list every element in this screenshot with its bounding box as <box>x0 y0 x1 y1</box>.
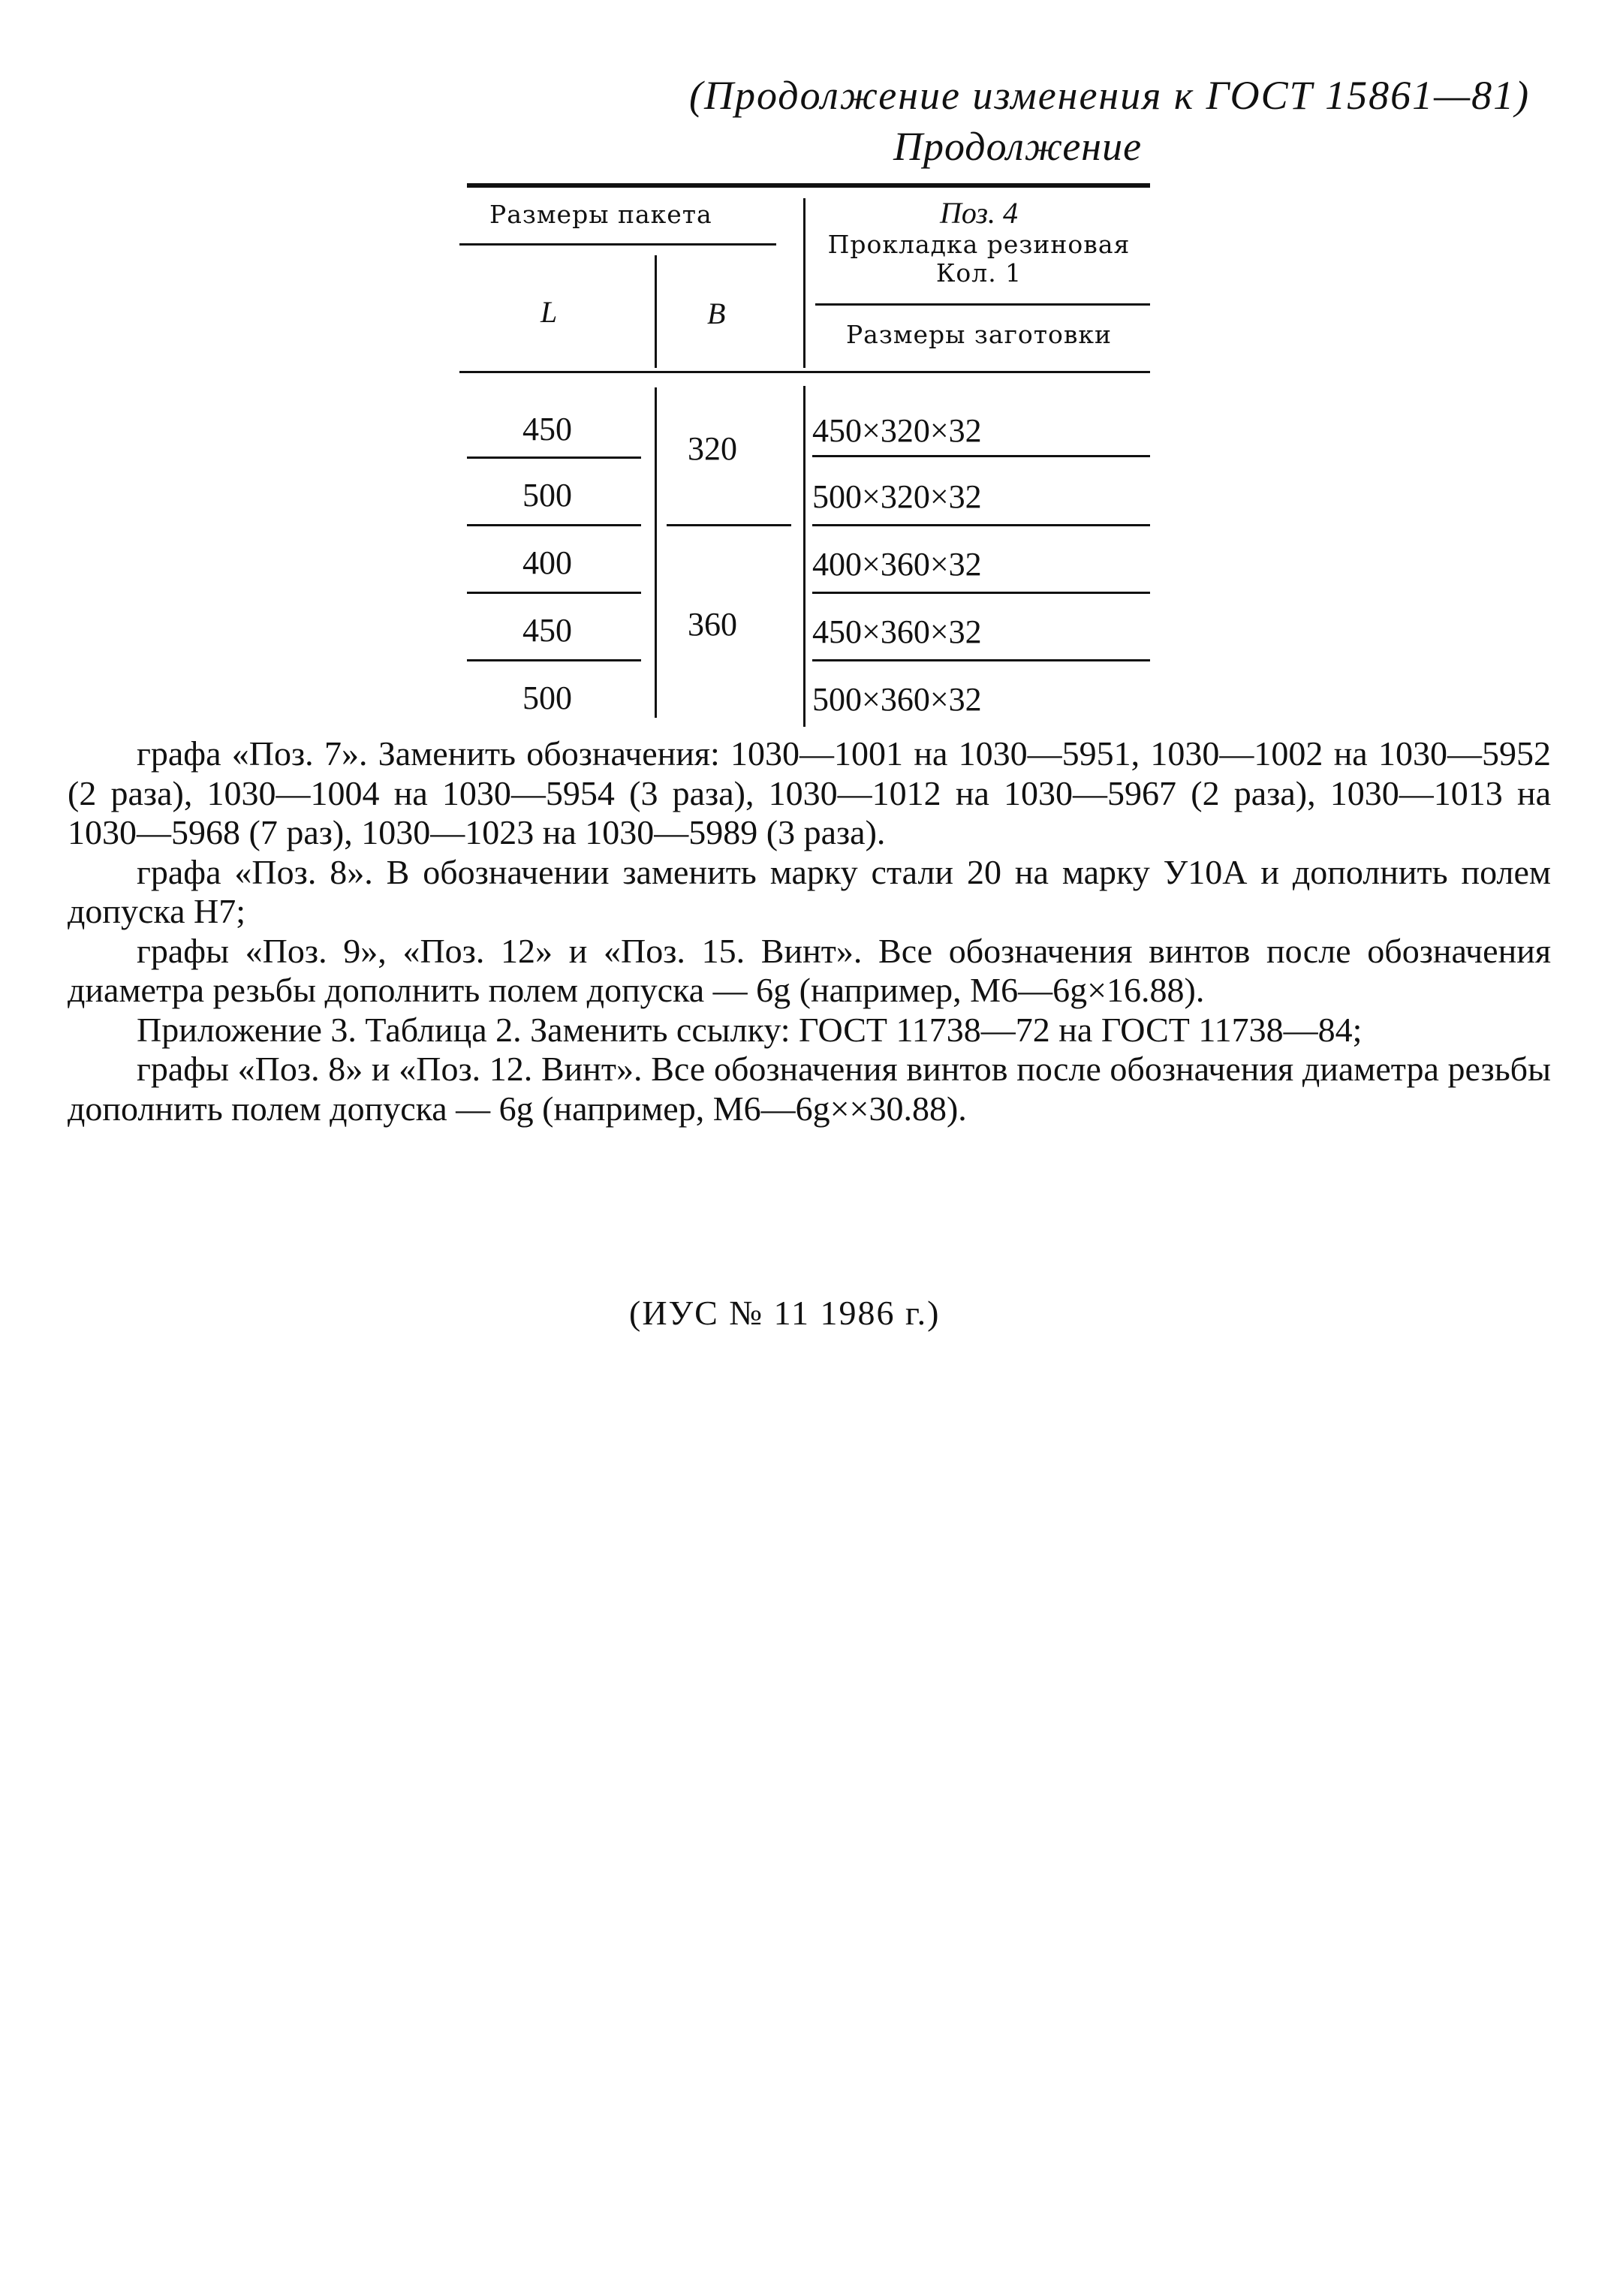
cell-L-row-1: 450 <box>522 411 572 447</box>
pos-4-underline <box>815 303 1150 306</box>
column-header-B: B <box>707 297 726 330</box>
paragraph-appendix-3: Приложение 3. Таблица 2. Заменить ссылку: ГОСТ 11738—72 на ГОСТ 11738—84; <box>137 1010 1363 1049</box>
blank-sizes-header: Размеры заготовки <box>845 320 1113 349</box>
cell-size-row-2: 500×320×32 <box>812 478 982 515</box>
cell-L-row-2: 500 <box>522 477 572 514</box>
cell-B-group-360: 360 <box>688 606 737 643</box>
pos-4-title: Поз. 4 <box>940 196 1018 230</box>
B-group-rule <box>667 524 791 526</box>
body-divider-L-B <box>655 387 657 718</box>
paragraph-pos-8: графа «Поз. 8». В обозначении заменить марку стали 20 на марку У10А и дополнить полем допуска Н7; <box>68 852 1551 930</box>
cell-B-group-320: 320 <box>688 430 737 467</box>
row-1-L-rule <box>467 456 641 459</box>
body-divider-pos <box>803 386 805 727</box>
table-top-rule <box>467 183 1150 188</box>
cell-L-row-3: 400 <box>522 544 572 581</box>
amendment-text <box>68 734 1551 1128</box>
row-2-L-rule <box>467 524 641 526</box>
row-1-size-rule <box>812 455 1150 457</box>
header-bottom-rule <box>459 371 1150 373</box>
cell-size-row-1: 450×320×32 <box>812 412 982 449</box>
cell-size-row-5: 500×360×32 <box>812 681 982 718</box>
cell-size-row-3: 400×360×32 <box>812 546 982 583</box>
paragraph-pos-7: графа «Поз. 7». Заменить обозначения: 1030—1001 на 1030—5951, 1030—1002 на 1030—5952 (2 раза), 1030—1004 на 1030—5954 (3 раза), 1030—1012 на 1030—5967 (2 раза), 1030—1013 на 1030—5968 (7 раз), 1030—1023 на 1030—5989 (3 раза). <box>68 734 1551 851</box>
blank-sizes-table <box>459 183 1150 731</box>
cell-size-row-4: 450×360×32 <box>812 613 982 650</box>
ius-reference: (ИУС № 11 1986 г.) <box>629 1294 941 1332</box>
continuation-subheader: Продолжение <box>893 124 1143 169</box>
continuation-header: (Продолжение изменения к ГОСТ 15861—81) <box>689 73 1531 118</box>
column-header-L: L <box>541 295 558 329</box>
header-divider-L-B <box>655 255 657 368</box>
header-divider-pos <box>803 198 805 368</box>
pos-4-quantity: Кол. 1 <box>935 258 1022 288</box>
paragraph-pos-9-12-15: графы «Поз. 9», «Поз. 12» и «Поз. 15. Винт». Все обозначения винтов после обозначения диаметра резьбы дополнить полем допуска — 6g (например, М6—6g×16.88). <box>68 931 1551 1009</box>
group-header-underline <box>459 243 776 246</box>
paragraph-pos-8-12: графы «Поз. 8» и «Поз. 12. Винт». Все обозначения винтов после обозначения диаметра резьбы дополнить полем допуска — 6g (например, М6—6g××30.88). <box>68 1050 1551 1128</box>
row-3-size-rule <box>812 592 1150 594</box>
pos-4-name: Прокладка резиновая <box>827 230 1131 259</box>
row-3-L-rule <box>467 592 641 594</box>
row-4-size-rule <box>812 659 1150 661</box>
group-header-package-sizes: Размеры пакета <box>489 200 712 229</box>
cell-L-row-4: 450 <box>522 612 572 649</box>
cell-L-row-5: 500 <box>522 679 572 716</box>
row-4-L-rule <box>467 659 641 661</box>
row-2-size-rule <box>812 524 1150 526</box>
